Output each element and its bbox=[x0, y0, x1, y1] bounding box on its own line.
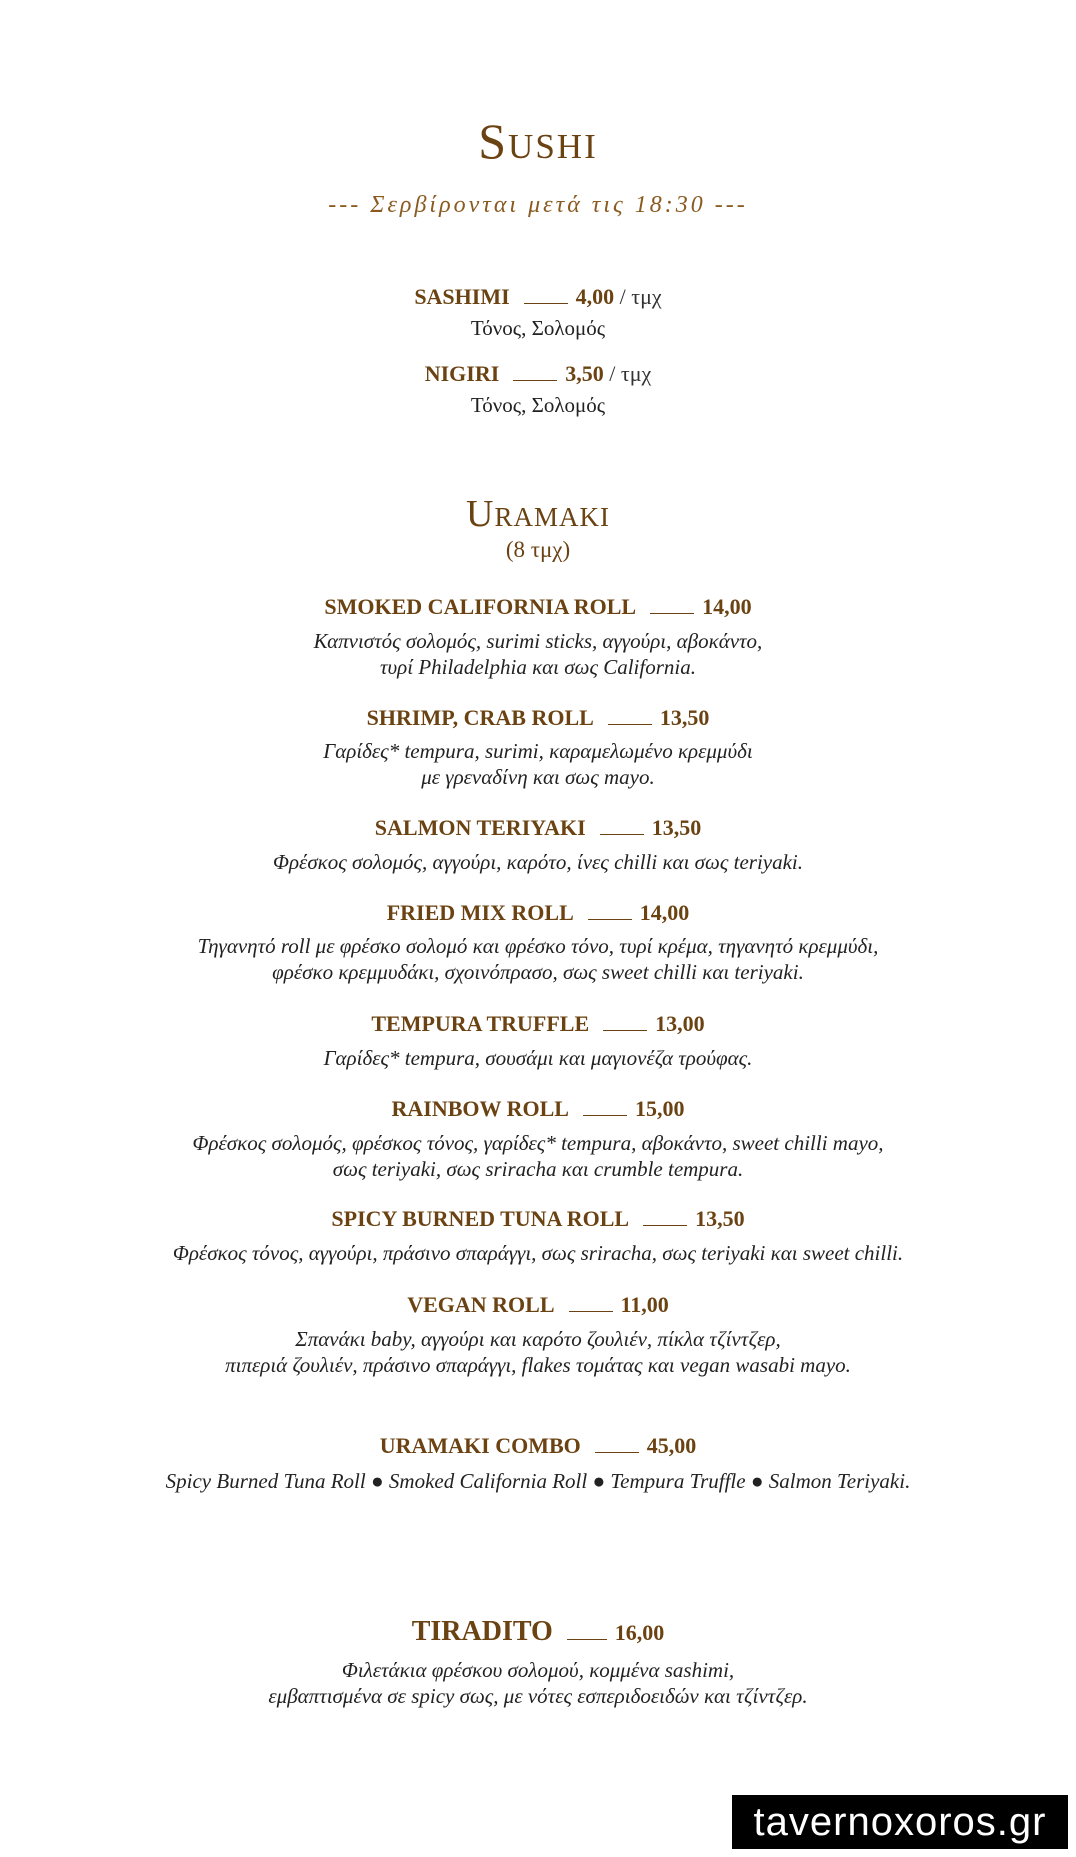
menu-item-fried-mix-roll bbox=[0, 900, 1076, 926]
description-line: φρέσκο κρεμμυδάκι, σχοινόπρασο, σως sweet chilli και teriyaki. bbox=[272, 960, 804, 984]
item-description bbox=[0, 1130, 1076, 1182]
item-description bbox=[0, 1045, 1076, 1071]
menu-item-vegan-roll bbox=[0, 1292, 1076, 1318]
item-price: 13,00 bbox=[655, 1011, 705, 1036]
price-rule bbox=[524, 303, 568, 304]
description-line: τυρί Philadelphia και σως California. bbox=[380, 655, 696, 679]
menu-item-spicy-burned-tuna-roll bbox=[0, 1206, 1076, 1232]
price-rule bbox=[600, 834, 644, 835]
item-description bbox=[0, 933, 1076, 985]
price-rule bbox=[608, 724, 652, 725]
price-rule bbox=[595, 1452, 639, 1453]
description-line: Φρέσκος σολομός, φρέσκος τόνος, γαρίδες* tempura, αβοκάντο, sweet chilli mayo, bbox=[192, 1131, 884, 1155]
menu-item-sashimi bbox=[0, 284, 1076, 310]
item-price: 13,50 bbox=[659, 705, 710, 730]
price-rule bbox=[513, 380, 557, 381]
item-name: TEMPURA TRUFFLE bbox=[371, 1011, 590, 1036]
description-line: Φρέσκος σολομός, αγγούρι, καρότο, ίνες chilli και σως teriyaki. bbox=[272, 850, 804, 874]
uramaki-piece-count: (8 τμχ) bbox=[505, 537, 571, 562]
item-price: 14,00 bbox=[702, 594, 752, 619]
price-rule bbox=[603, 1030, 647, 1031]
description-line: Φιλετάκια φρέσκου σολομού, κομμένα sashimi, bbox=[341, 1658, 735, 1682]
item-price: 13,50 bbox=[651, 815, 702, 840]
item-description bbox=[0, 849, 1076, 875]
item-name: SPICY BURNED TUNA ROLL bbox=[331, 1206, 630, 1231]
price-rule bbox=[650, 613, 694, 614]
price-rule bbox=[569, 1311, 613, 1312]
item-description bbox=[0, 628, 1076, 680]
item-description bbox=[0, 1240, 1076, 1266]
item-description: Τόνος, Σολομός bbox=[470, 393, 606, 417]
item-name: NIGIRI bbox=[424, 361, 500, 386]
item-price: 3,50 bbox=[565, 361, 604, 386]
description-line: Καπνιστός σολομός, surimi sticks, αγγούρι, αβοκάντο, bbox=[313, 629, 763, 653]
menu-item-salmon-teriyaki bbox=[0, 815, 1076, 841]
menu-item-tempura-truffle bbox=[0, 1011, 1076, 1037]
watermark-label: tavernoxoros.gr bbox=[732, 1795, 1068, 1849]
price-rule bbox=[567, 1639, 607, 1640]
item-name: SMOKED CALIFORNIA ROLL bbox=[324, 594, 637, 619]
serving-time-note: --- Σερβίρονται μετά τις 18:30 --- bbox=[328, 192, 748, 218]
menu-item-tiradito bbox=[0, 1616, 1076, 1648]
item-description bbox=[0, 738, 1076, 790]
description-line: Γαρίδες* tempura, σουσάμι και μαγιονέζα τρούφας. bbox=[323, 1046, 753, 1070]
description-line: πιπεριά ζουλιέν, πράσινο σπαράγγι, flakes τομάτας και vegan wasabi mayo. bbox=[225, 1353, 851, 1377]
item-price: 45,00 bbox=[646, 1433, 697, 1458]
item-name: FRIED MIX ROLL bbox=[386, 900, 574, 925]
item-price: 13,50 bbox=[695, 1206, 745, 1231]
description-line: Γαρίδες* tempura, surimi, καραμελωμένο κρεμμύδι bbox=[323, 739, 753, 763]
price-rule bbox=[643, 1225, 687, 1226]
description-line: Σπανάκι baby, αγγούρι και καρότο ζουλιέν, πίκλα τζίντζερ, bbox=[295, 1327, 781, 1351]
item-price: 11,00 bbox=[620, 1292, 669, 1317]
item-name: SHRIMP, CRAB ROLL bbox=[366, 705, 594, 730]
description-line: με γρεναδίνη και σως mayo. bbox=[421, 765, 655, 789]
item-price: 14,00 bbox=[639, 900, 690, 925]
menu-item-uramaki-combo bbox=[0, 1433, 1076, 1459]
item-name: VEGAN ROLL bbox=[407, 1292, 555, 1317]
item-price: 15,00 bbox=[634, 1096, 685, 1121]
description-line: Τηγανητό roll με φρέσκο σολομό και φρέσκο τόνο, τυρί κρέμα, τηγανητό κρεμμύδι, bbox=[197, 934, 879, 958]
description-line: σως teriyaki, σως sriracha και crumble tempura. bbox=[332, 1157, 744, 1181]
description-line: Φρέσκος τόνος, αγγούρι, πράσινο σπαράγγι, σως sriracha, σως teriyaki και sweet chilli. bbox=[172, 1241, 904, 1265]
menu-item-rainbow-roll bbox=[0, 1096, 1076, 1122]
item-description bbox=[0, 1657, 1076, 1709]
combo-description: Spicy Burned Tuna Roll ● Smoked California Roll ● Tempura Truffle ● Salmon Teriyaki. bbox=[165, 1469, 911, 1493]
item-price: 16,00 bbox=[614, 1620, 665, 1645]
price-rule bbox=[583, 1115, 627, 1116]
item-unit: / τμχ bbox=[609, 361, 652, 386]
item-name: TIRADITO bbox=[411, 1616, 553, 1647]
item-name: SASHIMI bbox=[414, 284, 510, 309]
item-unit: / τμχ bbox=[619, 284, 662, 309]
item-description: Τόνος, Σολομός bbox=[470, 316, 606, 340]
item-name: SALMON TERIYAKI bbox=[374, 815, 586, 840]
uramaki-title: Uramaki bbox=[466, 493, 610, 535]
item-description bbox=[0, 1326, 1076, 1378]
menu-item-smoked-california-roll bbox=[0, 594, 1076, 620]
item-price: 4,00 bbox=[575, 284, 615, 309]
menu-item-nigiri bbox=[0, 361, 1076, 387]
item-name: RAINBOW ROLL bbox=[391, 1096, 569, 1121]
item-name: URAMAKI COMBO bbox=[379, 1433, 581, 1458]
price-rule bbox=[588, 919, 632, 920]
sushi-title: Sushi bbox=[478, 113, 598, 169]
description-line: εμβαπτισμένα σε spicy σως, με νότες εσπεριδοειδών και τζίντζερ. bbox=[268, 1684, 808, 1708]
menu-item-shrimp-crab-roll bbox=[0, 705, 1076, 731]
